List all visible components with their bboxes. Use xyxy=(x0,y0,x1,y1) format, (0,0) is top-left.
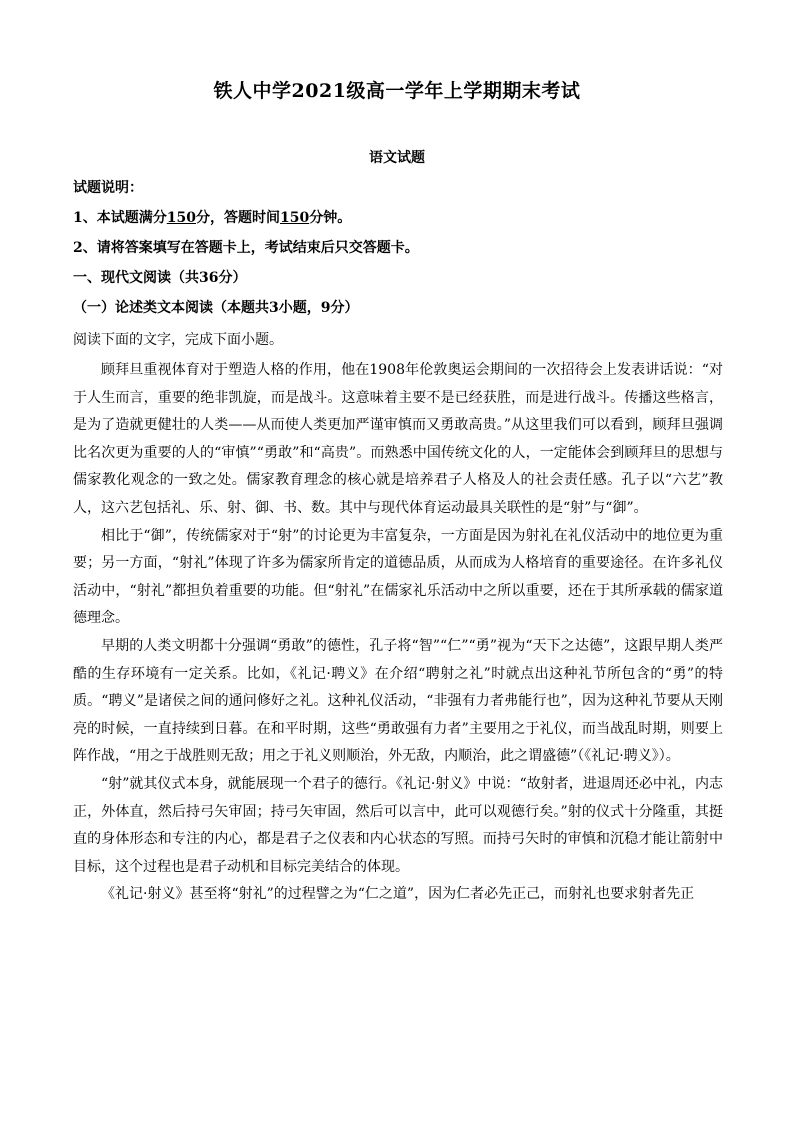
passage-paragraph: 《礼记·射义》甚至将“射礼”的过程譬之为“仁之道”，因为仁者必先正己，而射礼也要求射者先正 xyxy=(101,886,695,903)
instructions-heading: 试题说明： xyxy=(73,180,143,196)
instruction-1-suffix: 分钟。 xyxy=(309,210,352,226)
subject-title: 语文试题 xyxy=(369,150,425,166)
passage-body xyxy=(73,357,723,909)
passage-paragraph: 相比于“御”，传统儒家对于“射”的讨论更为丰富复杂，一方面是因为射礼在礼仪活动中的地位更为重要；另一方面，“射礼”体现了许多为儒家所肯定的道德品质，从而成为人格培育的重要途径。在许多礼仪活动中，“射礼”都担负着重要的功能。但“射礼”在儒家礼乐活动中之所以重要，还在于其所承载的儒家道德理念。 xyxy=(73,527,723,627)
exam-title: 铁人中学2021级高一学年上学期期末考试 xyxy=(213,80,581,102)
instruction-item-1 xyxy=(73,207,351,227)
reading-instruction: 阅读下面的文字，完成下面小题。 xyxy=(73,332,283,348)
passage-paragraph: 顾拜旦重视体育对于塑造人格的作用，他在1908年伦敦奥运会期间的一次招待会上发表讲话说：“对于人生而言，重要的绝非凯旋，而是战斗。这意味着主要不是已经获胜，而是进行战斗。传播这些格言，是为了造就更健壮的人类——从而使人类更加严谨审慎而又勇敢高贵。”从这里我们可以看到，顾拜旦强调比名次更为重要的人的“审慎”“勇敢”和“高贵”。而熟悉中国传统文化的人，一定能体会到顾拜旦的思想与儒家教化观念的一致之处。儒家教育理念的核心就是培养君子人格及人的社会责任感。孔子以“六艺”教人，这六艺包括礼、乐、射、御、书、数。其中与现代体育运动最具关联性的是“射”与“御”。 xyxy=(73,362,723,516)
subsection-heading: （一）论述类文本阅读（本题共3小题，9分） xyxy=(73,300,359,316)
instruction-1-prefix: 1、本试题满分 xyxy=(73,210,167,226)
passage-paragraph: “射”就其仪式本身，就能展现一个君子的德行。《礼记·射义》中说：“故射者，进退周还必中礼，内志正，外体直，然后持弓矢审固；持弓矢审固，然后可以言中，此可以观德行矣。”射的仪式十分隆重，其挺直的身体形态和专注的内心，都是君子之仪表和内心状态的写照。而持弓矢时的审慎和沉稳才能让箭射中目标，这个过程也是君子动机和目标完美结合的体现。 xyxy=(73,775,723,875)
instruction-1-middle: 分，答题时间 xyxy=(195,210,280,226)
section-heading: 一、现代文阅读（共36分） xyxy=(73,270,247,286)
exam-time-value: 150 xyxy=(279,210,310,226)
full-score-value: 150 xyxy=(166,210,196,226)
instruction-item-2: 2、请将答案填写在答题卡上，考试结束后只交答题卡。 xyxy=(73,240,419,256)
passage-paragraph: 早期的人类文明都十分强调“勇敢”的德性，孔子将“智”“仁”“勇”视为“天下之达德”，这跟早期人类严酷的生存环境有一定关系。比如，《礼记·聘义》在介绍“聘射之礼”时就点出这种礼节所包含的“勇”的特质。“聘义”是诸侯之间的通问修好之礼。这种礼仪活动，“非强有力者弗能行也”，因为这种礼节要从天刚亮的时候，一直持续到日暮。在和平时期，这些“勇敢强有力者”主要用之于礼仪，而当战乱时期，则要上阵作战，“用之于战胜则无敌；用之于礼义则顺治，外无敌，内顺治，此之谓盛德”（《礼记·聘义》）。 xyxy=(73,637,723,765)
